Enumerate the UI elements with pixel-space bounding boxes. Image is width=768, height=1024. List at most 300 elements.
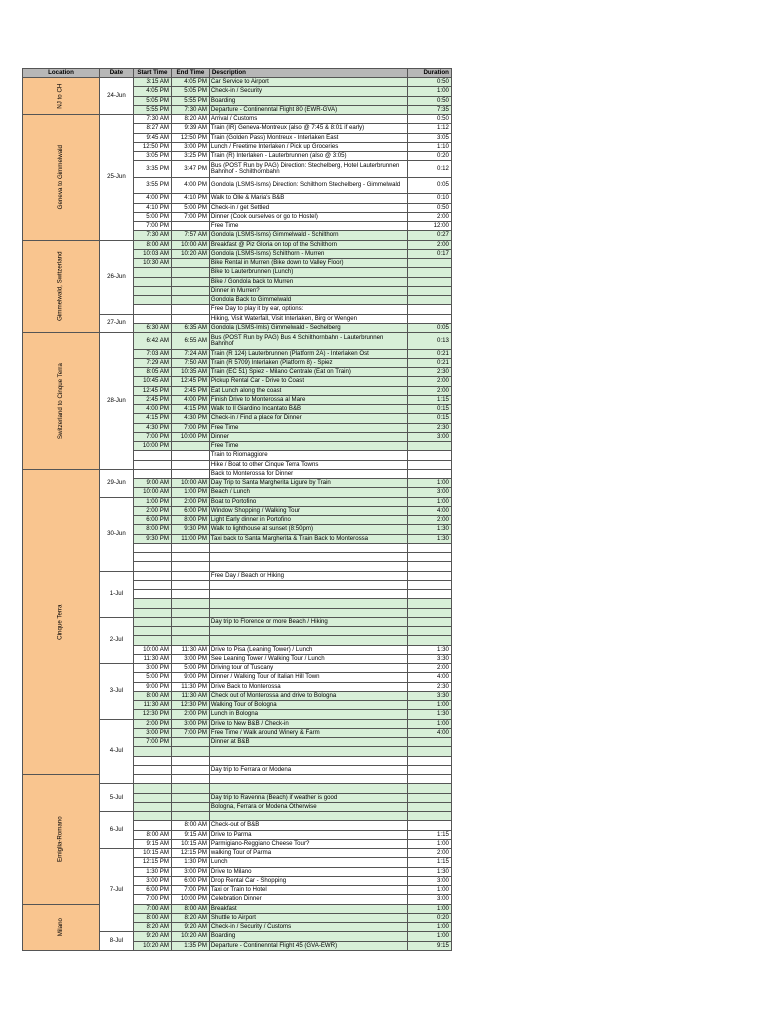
duration-cell	[407, 562, 451, 571]
end-time-cell	[171, 747, 209, 756]
description-cell: Bologna, Ferrara or Modena Otherwise	[209, 802, 407, 811]
description-cell: Day Trip to Santa Margherita Ligure by Train	[209, 479, 407, 488]
duration-cell: 1:30	[407, 867, 451, 876]
duration-cell: 3:05	[407, 133, 451, 142]
description-cell: Window Shopping / Walking Tour	[209, 506, 407, 515]
duration-cell: 1:15	[407, 858, 451, 867]
start-time-cell: 9:45 AM	[133, 133, 171, 142]
start-time-cell: 10:20 AM	[133, 941, 171, 950]
duration-cell: 3:00	[407, 895, 451, 904]
date-cell: 1-Jul	[99, 571, 133, 617]
end-time-cell: 4:10 PM	[171, 194, 209, 203]
end-time-cell: 7:57 AM	[171, 231, 209, 240]
duration-cell	[407, 460, 451, 469]
end-time-cell: 3:00 PM	[171, 654, 209, 663]
start-time-cell: 8:00 AM	[133, 913, 171, 922]
date-cell: 8-Jul	[99, 932, 133, 951]
start-time-cell: 5:00 PM	[133, 212, 171, 221]
start-time-cell	[133, 305, 171, 314]
end-time-cell	[171, 617, 209, 626]
start-time-cell: 6:30 AM	[133, 323, 171, 332]
start-time-cell: 8:00 PM	[133, 525, 171, 534]
duration-cell	[407, 608, 451, 617]
end-time-cell: 9:15 AM	[171, 830, 209, 839]
start-time-cell: 12:45 PM	[133, 386, 171, 395]
start-time-cell: 4:15 PM	[133, 414, 171, 423]
table-row	[23, 115, 452, 124]
duration-cell	[407, 747, 451, 756]
start-time-cell	[133, 821, 171, 830]
duration-cell: 1:00	[407, 923, 451, 932]
end-time-cell	[171, 812, 209, 821]
description-cell: walking Tour of Parma	[209, 849, 407, 858]
end-time-cell: 6:00 PM	[171, 876, 209, 885]
duration-cell	[407, 286, 451, 295]
description-cell: Driving tour of Tuscany	[209, 664, 407, 673]
date-cell: 5-Jul	[99, 784, 133, 812]
duration-cell	[407, 571, 451, 580]
end-time-cell: 11:00 PM	[171, 534, 209, 543]
duration-cell: 0:20	[407, 913, 451, 922]
description-cell	[209, 562, 407, 571]
description-cell: Eat Lunch along the coast	[209, 386, 407, 395]
start-time-cell: 10:03 AM	[133, 249, 171, 258]
description-cell: Light Early dinner in Portofino	[209, 516, 407, 525]
start-time-cell	[133, 277, 171, 286]
duration-cell: 0:05	[407, 177, 451, 194]
start-time-cell	[133, 636, 171, 645]
end-time-cell: 12:45 PM	[171, 377, 209, 386]
duration-cell	[407, 296, 451, 305]
description-cell: Day trip to Ravenna (Beach) if weather is good	[209, 793, 407, 802]
start-time-cell: 7:03 AM	[133, 349, 171, 358]
end-time-cell: 2:45 PM	[171, 386, 209, 395]
start-time-cell	[133, 765, 171, 774]
start-time-cell	[133, 590, 171, 599]
duration-cell	[407, 259, 451, 268]
start-time-cell	[133, 608, 171, 617]
end-time-cell: 9:20 AM	[171, 923, 209, 932]
end-time-cell: 5:00 PM	[171, 203, 209, 212]
description-cell	[209, 608, 407, 617]
start-time-cell: 1:00 PM	[133, 497, 171, 506]
duration-cell: 2:30	[407, 423, 451, 432]
end-time-cell	[171, 460, 209, 469]
duration-cell: 1:15	[407, 395, 451, 404]
end-time-cell	[171, 756, 209, 765]
duration-cell	[407, 553, 451, 562]
date-cell: 28-Jun	[99, 333, 133, 470]
description-cell: Drive Back to Monterossa	[209, 682, 407, 691]
start-time-cell: 10:15 AM	[133, 849, 171, 858]
duration-cell: 1:00	[407, 839, 451, 848]
header-date: Date	[99, 69, 133, 78]
description-cell: Gondola (LSMS-lsms) Direction: Schilthorn Stechelberg - Gimmelwald	[209, 177, 407, 194]
end-time-cell	[171, 590, 209, 599]
start-time-cell: 5:00 PM	[133, 673, 171, 682]
duration-cell: 1:00	[407, 904, 451, 913]
duration-cell: 1:00	[407, 479, 451, 488]
end-time-cell: 12:30 PM	[171, 701, 209, 710]
table-row	[23, 904, 452, 913]
start-time-cell: 7:00 AM	[133, 904, 171, 913]
duration-cell: 2:00	[407, 240, 451, 249]
duration-cell: 0:17	[407, 249, 451, 258]
end-time-cell	[171, 442, 209, 451]
duration-cell: 3:00	[407, 488, 451, 497]
duration-cell: 0:13	[407, 333, 451, 350]
duration-cell	[407, 451, 451, 460]
duration-cell: 0:27	[407, 231, 451, 240]
end-time-cell: 3:00 PM	[171, 142, 209, 151]
description-cell: Walking Tour of Bologna	[209, 701, 407, 710]
description-cell	[209, 543, 407, 552]
duration-cell: 1:10	[407, 142, 451, 151]
end-time-cell: 8:00 AM	[171, 904, 209, 913]
description-cell: Parmigiano-Reggiano Cheese Tour?	[209, 839, 407, 848]
location-label: Geneva to Gimmelwald	[56, 145, 64, 210]
duration-cell: 2:30	[407, 368, 451, 377]
duration-cell	[407, 314, 451, 323]
description-cell: Bus (POST Run by PAG) Direction: Stechelberg, Hotel Lauterbrunnen Bahnhof - Schilthornbahn	[209, 161, 407, 178]
description-cell: Day trip to Florence or more Beach / Hiking	[209, 617, 407, 626]
duration-cell: 0:15	[407, 414, 451, 423]
description-cell: Boarding	[209, 932, 407, 941]
end-time-cell	[171, 268, 209, 277]
duration-cell: 0:21	[407, 349, 451, 358]
duration-cell: 1:00	[407, 886, 451, 895]
header-description: Description	[209, 69, 407, 78]
end-time-cell: 4:15 PM	[171, 405, 209, 414]
start-time-cell: 7:30 AM	[133, 231, 171, 240]
end-time-cell: 1:00 PM	[171, 488, 209, 497]
end-time-cell: 8:00 PM	[171, 516, 209, 525]
end-time-cell: 4:05 PM	[171, 78, 209, 87]
description-cell: Free Time	[209, 442, 407, 451]
end-time-cell	[171, 562, 209, 571]
start-time-cell: 8:00 AM	[133, 240, 171, 249]
start-time-cell: 12:50 PM	[133, 142, 171, 151]
end-time-cell: 7:00 PM	[171, 423, 209, 432]
start-time-cell: 8:05 AM	[133, 368, 171, 377]
end-time-cell: 10:20 AM	[171, 249, 209, 258]
start-time-cell	[133, 775, 171, 784]
itinerary-body	[23, 78, 452, 951]
end-time-cell	[171, 543, 209, 552]
duration-cell: 1:15	[407, 830, 451, 839]
start-time-cell	[133, 571, 171, 580]
description-cell: Train (R 124) Lauterbrunnen (Platform 2A) - Interlaken Ost	[209, 349, 407, 358]
header-start-time: Start Time	[133, 69, 171, 78]
end-time-cell: 9:30 PM	[171, 525, 209, 534]
description-cell: Gondola (LSMS-lmls) Gimmelwald - Sechelberg	[209, 323, 407, 332]
end-time-cell: 6:55 AM	[171, 333, 209, 350]
end-time-cell: 4:00 PM	[171, 177, 209, 194]
end-time-cell: 7:50 AM	[171, 358, 209, 367]
location-cell	[23, 78, 100, 115]
duration-cell	[407, 775, 451, 784]
duration-cell	[407, 765, 451, 774]
duration-cell	[407, 268, 451, 277]
description-cell	[209, 599, 407, 608]
date-cell: 6-Jul	[99, 812, 133, 849]
start-time-cell: 8:20 AM	[133, 923, 171, 932]
duration-cell	[407, 590, 451, 599]
description-cell: Lunch in Bologna	[209, 710, 407, 719]
end-time-cell: 3:00 PM	[171, 719, 209, 728]
start-time-cell	[133, 469, 171, 478]
end-time-cell	[171, 305, 209, 314]
duration-cell: 2:00	[407, 212, 451, 221]
end-time-cell: 10:15 AM	[171, 839, 209, 848]
end-time-cell	[171, 636, 209, 645]
start-time-cell: 10:30 AM	[133, 259, 171, 268]
description-cell: Taxi or Train to Hotel	[209, 886, 407, 895]
duration-cell	[407, 756, 451, 765]
duration-cell: 1:00	[407, 87, 451, 96]
description-cell: Lunch / Freetime Interlaken / Pick up Groceries	[209, 142, 407, 151]
end-time-cell: 12:15 PM	[171, 849, 209, 858]
end-time-cell	[171, 738, 209, 747]
start-time-cell: 9:15 AM	[133, 839, 171, 848]
date-cell: 30-Jun	[99, 497, 133, 571]
duration-cell: 0:50	[407, 78, 451, 87]
description-cell: Arrival / Customs	[209, 115, 407, 124]
date-cell: 25-Jun	[99, 115, 133, 241]
end-time-cell: 5:05 PM	[171, 87, 209, 96]
start-time-cell: 3:55 PM	[133, 177, 171, 194]
description-cell: Drive to Parma	[209, 830, 407, 839]
description-cell: Bike to Lauterbrunnen (Lunch)	[209, 268, 407, 277]
duration-cell	[407, 627, 451, 636]
end-time-cell	[171, 277, 209, 286]
duration-cell: 7:35	[407, 105, 451, 114]
description-cell	[209, 627, 407, 636]
description-cell: Breakfast @ Piz Gloria on top of the Schilthorn	[209, 240, 407, 249]
description-cell: Bus (POST Run by PAG) Bus 4 Schilthornbahn - Lauterbrunnen Bahnhof	[209, 333, 407, 350]
itinerary-table	[22, 68, 452, 951]
duration-cell: 0:21	[407, 358, 451, 367]
start-time-cell: 7:00 PM	[133, 432, 171, 441]
duration-cell: 2:30	[407, 682, 451, 691]
duration-cell	[407, 442, 451, 451]
table-row	[23, 240, 452, 249]
location-label: Cinque Terra	[56, 604, 64, 640]
duration-cell: 1:00	[407, 719, 451, 728]
description-cell: Lunch	[209, 858, 407, 867]
end-time-cell: 11:30 AM	[171, 645, 209, 654]
description-cell: Drive to New B&B / Check-in	[209, 719, 407, 728]
description-cell: Hike / Boat to other Cinque Terra Towns	[209, 460, 407, 469]
description-cell: Train (R) Interlaken - Lauterbrunnen (also @ 3:05)	[209, 152, 407, 161]
end-time-cell: 9:00 PM	[171, 673, 209, 682]
end-time-cell	[171, 775, 209, 784]
description-cell: Gondola (LSMS-lsms) Gimmelwald - Schilthorn	[209, 231, 407, 240]
description-cell: Drive to Pisa (Leaning Tower) / Lunch	[209, 645, 407, 654]
end-time-cell: 10:00 PM	[171, 432, 209, 441]
end-time-cell	[171, 784, 209, 793]
end-time-cell	[171, 259, 209, 268]
duration-cell	[407, 636, 451, 645]
start-time-cell: 4:00 PM	[133, 194, 171, 203]
start-time-cell	[133, 802, 171, 811]
end-time-cell: 3:47 PM	[171, 161, 209, 178]
duration-cell: 2:00	[407, 664, 451, 673]
end-time-cell	[171, 553, 209, 562]
table-row	[23, 775, 452, 784]
duration-cell: 12:00	[407, 222, 451, 231]
duration-cell: 1:30	[407, 534, 451, 543]
description-cell: Car Service to Airport	[209, 78, 407, 87]
description-cell: Boat to Portofino	[209, 497, 407, 506]
location-cell	[23, 240, 100, 333]
description-cell: Taxi back to Santa Margherita & Train Back to Monterossa	[209, 534, 407, 543]
end-time-cell: 8:00 AM	[171, 821, 209, 830]
end-time-cell: 1:35 PM	[171, 941, 209, 950]
header-duration: Duration	[407, 69, 451, 78]
duration-cell	[407, 784, 451, 793]
duration-cell: 4:00	[407, 673, 451, 682]
duration-cell: 0:12	[407, 161, 451, 178]
description-cell: Day trip to Ferrara or Modena	[209, 765, 407, 774]
end-time-cell: 5:00 PM	[171, 664, 209, 673]
start-time-cell	[133, 562, 171, 571]
start-time-cell: 3:05 PM	[133, 152, 171, 161]
description-cell: Check-in / Security / Customs	[209, 923, 407, 932]
description-cell: Check-in / get Settled	[209, 203, 407, 212]
header-end-time: End Time	[171, 69, 209, 78]
description-cell: See Leaning Tower / Walking Tour / Lunch	[209, 654, 407, 663]
description-cell: Free Time	[209, 423, 407, 432]
start-time-cell	[133, 296, 171, 305]
end-time-cell	[171, 802, 209, 811]
description-cell	[209, 553, 407, 562]
description-cell: Hiking, Visit Waterfall, Visit Interlaken, Birg or Wengen	[209, 314, 407, 323]
end-time-cell: 11:30 PM	[171, 682, 209, 691]
date-cell: 2-Jul	[99, 617, 133, 663]
description-cell: Check-out of B&B	[209, 821, 407, 830]
start-time-cell: 3:00 PM	[133, 876, 171, 885]
end-time-cell: 10:20 AM	[171, 932, 209, 941]
description-cell: Bike / Gondola back to Murren	[209, 277, 407, 286]
description-cell	[209, 747, 407, 756]
duration-cell: 1:30	[407, 645, 451, 654]
description-cell: Train (Golden Pass) Montreux - Interlaken East	[209, 133, 407, 142]
start-time-cell: 2:00 PM	[133, 719, 171, 728]
start-time-cell	[133, 553, 171, 562]
duration-cell: 0:20	[407, 152, 451, 161]
date-cell: 7-Jul	[99, 849, 133, 932]
location-cell	[23, 333, 100, 470]
location-label: Emiglia-Romano	[56, 816, 64, 863]
end-time-cell: 3:00 PM	[171, 867, 209, 876]
duration-cell: 1:00	[407, 701, 451, 710]
end-time-cell	[171, 451, 209, 460]
description-cell	[209, 775, 407, 784]
end-time-cell: 7:00 PM	[171, 212, 209, 221]
end-time-cell: 7:00 PM	[171, 886, 209, 895]
description-cell: Train to Riomaggiore	[209, 451, 407, 460]
location-label: NJ to CH	[56, 83, 64, 109]
description-cell: Free Day to play it by ear, options:	[209, 305, 407, 314]
date-cell: 29-Jun	[99, 469, 133, 497]
start-time-cell: 2:00 PM	[133, 506, 171, 515]
description-cell: Gondola (LSMS-lsms) Schilthorn - Murren	[209, 249, 407, 258]
date-cell: 26-Jun	[99, 240, 133, 314]
start-time-cell: 10:00 AM	[133, 488, 171, 497]
start-time-cell: 4:00 PM	[133, 405, 171, 414]
duration-cell: 1:30	[407, 710, 451, 719]
end-time-cell: 10:00 PM	[171, 895, 209, 904]
description-cell: Walk to Il Giardino Incantato B&B	[209, 405, 407, 414]
duration-cell: 0:10	[407, 194, 451, 203]
start-time-cell: 5:05 PM	[133, 96, 171, 105]
duration-cell	[407, 738, 451, 747]
start-time-cell	[133, 784, 171, 793]
start-time-cell	[133, 451, 171, 460]
start-time-cell: 12:15 PM	[133, 858, 171, 867]
description-cell: Celebration Dinner	[209, 895, 407, 904]
start-time-cell: 3:15 AM	[133, 78, 171, 87]
start-time-cell	[133, 812, 171, 821]
end-time-cell	[171, 580, 209, 589]
duration-cell	[407, 812, 451, 821]
start-time-cell: 8:00 AM	[133, 830, 171, 839]
table-row	[23, 78, 452, 87]
duration-cell: 0:05	[407, 323, 451, 332]
start-time-cell	[133, 756, 171, 765]
date-cell: 27-Jun	[99, 314, 133, 333]
description-cell: Train (R 5709) Interlaken (Platform 8) - Spiez	[209, 358, 407, 367]
description-cell: Breakfast	[209, 904, 407, 913]
description-cell: Dinner (Cook ourselves or go to Hostel)	[209, 212, 407, 221]
duration-cell: 3:30	[407, 691, 451, 700]
start-time-cell: 9:30 PM	[133, 534, 171, 543]
duration-cell: 2:00	[407, 377, 451, 386]
start-time-cell: 6:42 AM	[133, 333, 171, 350]
duration-cell	[407, 469, 451, 478]
location-label: Switzerland to Cinque Terra	[56, 362, 64, 439]
duration-cell	[407, 305, 451, 314]
end-time-cell	[171, 599, 209, 608]
date-cell: 3-Jul	[99, 664, 133, 720]
end-time-cell	[171, 571, 209, 580]
end-time-cell: 11:30 AM	[171, 691, 209, 700]
start-time-cell	[133, 793, 171, 802]
end-time-cell: 2:00 PM	[171, 497, 209, 506]
start-time-cell: 5:55 PM	[133, 105, 171, 114]
start-time-cell: 7:30 AM	[133, 115, 171, 124]
description-cell: Drop Rental Car - Shopping	[209, 876, 407, 885]
end-time-cell: 9:39 AM	[171, 124, 209, 133]
duration-cell: 3:30	[407, 654, 451, 663]
start-time-cell: 9:00 PM	[133, 682, 171, 691]
end-time-cell	[171, 314, 209, 323]
start-time-cell	[133, 747, 171, 756]
duration-cell: 0:50	[407, 203, 451, 212]
start-time-cell: 9:00 AM	[133, 479, 171, 488]
start-time-cell: 12:30 PM	[133, 710, 171, 719]
duration-cell	[407, 277, 451, 286]
start-time-cell	[133, 580, 171, 589]
duration-cell	[407, 793, 451, 802]
description-cell: Departure - Continenntal Flight 80 (EWR-GVA)	[209, 105, 407, 114]
description-cell	[209, 784, 407, 793]
date-cell: 4-Jul	[99, 719, 133, 784]
description-cell: Free Day / Beach or Hiking	[209, 571, 407, 580]
start-time-cell: 3:35 PM	[133, 161, 171, 178]
description-cell: Dinner / Walking Tour of Italian Hill Town	[209, 673, 407, 682]
